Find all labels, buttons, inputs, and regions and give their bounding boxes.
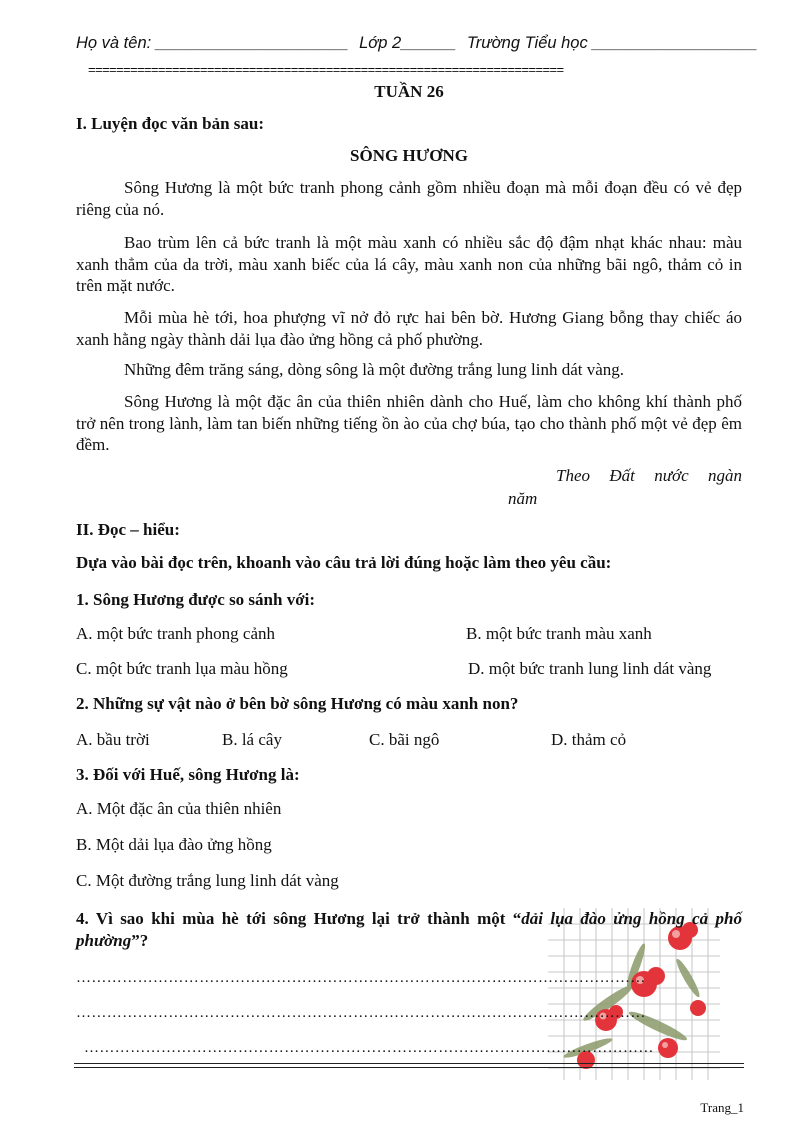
q2-option-b[interactable]: B. lá cây (222, 730, 282, 749)
page-number: Trang_1 (700, 1100, 744, 1115)
answer-line-2[interactable]: ………………………………………………………………………………………………… (76, 1005, 646, 1021)
name-blank: _____________________ (155, 34, 349, 52)
question-1: 1. Sông Hương được so sánh với: (76, 590, 316, 609)
story-paragraph-1: Sông Hương là một bức tranh phong cảnh gồm nhiều đoạn mà mỗi đoạn đều có vẻ đẹp riêng của nó. (76, 178, 742, 219)
q4-quote-line2: phường (76, 931, 132, 950)
source-line-1: Theo Đất nước ngàn (556, 466, 742, 485)
story-paragraph-2: Bao trùm lên cả bức tranh là một màu xanh có nhiều sắc độ đậm nhạt khác nhau: màu xanh thẳm của da trời, màu xanh biếc của lá cây, màu xanh non của những bãi ngô, thảm cỏ in trên mặt nước. (76, 233, 742, 295)
answer-line-3[interactable]: ………………………………………………………………………………………………… (84, 1040, 654, 1056)
q2-option-a[interactable]: A. bầu trời (76, 730, 150, 749)
source-line-2: năm (508, 489, 538, 508)
student-info-header (76, 34, 756, 53)
section1-heading: I. Luyện đọc văn bản sau: (76, 114, 265, 133)
q4-suffix: ”? (131, 931, 149, 950)
story-paragraph-3: Mỗi mùa hè tới, hoa phượng vĩ nở đỏ rực hai bên bờ. Hương Giang bỗng thay chiếc áo xanh hằng ngày thành dải lụa đào ửng hồng cả phố phường. (76, 308, 742, 349)
answer-line-1[interactable]: ………………………………………………………………………………………………… (76, 970, 646, 986)
name-label: Họ và tên: (76, 34, 152, 52)
question-4 (76, 907, 742, 931)
q2-option-d[interactable]: D. thảm cỏ (551, 730, 627, 749)
q4-prefix: 4. Vì sao khi mùa hè tới sông Hương lại trở thành một “ (76, 909, 522, 928)
question-2: 2. Những sự vật nào ở bên bờ sông Hương có màu xanh non? (76, 694, 519, 713)
class-label: Lớp 2______ (359, 34, 457, 52)
question-3: 3. Đối với Huế, sông Hương là: (76, 765, 300, 784)
story-paragraph-4: Những đêm trăng sáng, dòng sông là một đường trắng lung linh dát vàng. (124, 360, 625, 379)
story-paragraph-5: Sông Hương là một đặc ân của thiên nhiên dành cho Huế, làm cho không khí thành phố trở nên trong lành, làm tan biến những tiếng ồn ào của chợ búa, tạo cho thành phố một vẻ đẹp êm đềm. (76, 392, 742, 454)
header-separator: ==================================================================== (88, 62, 564, 77)
q3-option-c[interactable]: C. Một đường trắng lung linh dát vàng (76, 871, 339, 890)
q1-option-a[interactable]: A. một bức tranh phong cảnh (76, 624, 276, 643)
q1-option-c[interactable]: C. một bức tranh lụa màu hồng (76, 659, 288, 678)
week-title: TUẦN 26 (374, 82, 444, 101)
question-4-cont (76, 931, 148, 951)
school-blank: __________________ (592, 34, 758, 52)
q4-quote-line1: dải lụa đào ửng hồng cả phố (521, 909, 742, 928)
q1-option-d[interactable]: D. một bức tranh lung linh dát vàng (468, 659, 712, 678)
q2-option-c[interactable]: C. bãi ngô (369, 730, 440, 749)
q3-option-b[interactable]: B. Một dải lụa đào ửng hồng (76, 835, 272, 854)
q1-option-b[interactable]: B. một bức tranh màu xanh (466, 624, 652, 643)
section2-instruction: Dựa vào bài đọc trên, khoanh vào câu trả lời đúng hoặc làm theo yêu cầu: (76, 553, 612, 572)
q3-option-a[interactable]: A. Một đặc ân của thiên nhiên (76, 799, 282, 818)
section2-heading: II. Đọc – hiểu: (76, 520, 180, 539)
school-label: Trường Tiểu học (466, 34, 588, 52)
bottom-rule-bottom (74, 1067, 744, 1068)
story-title: SÔNG HƯƠNG (350, 146, 468, 165)
bottom-rule-top (74, 1063, 744, 1064)
